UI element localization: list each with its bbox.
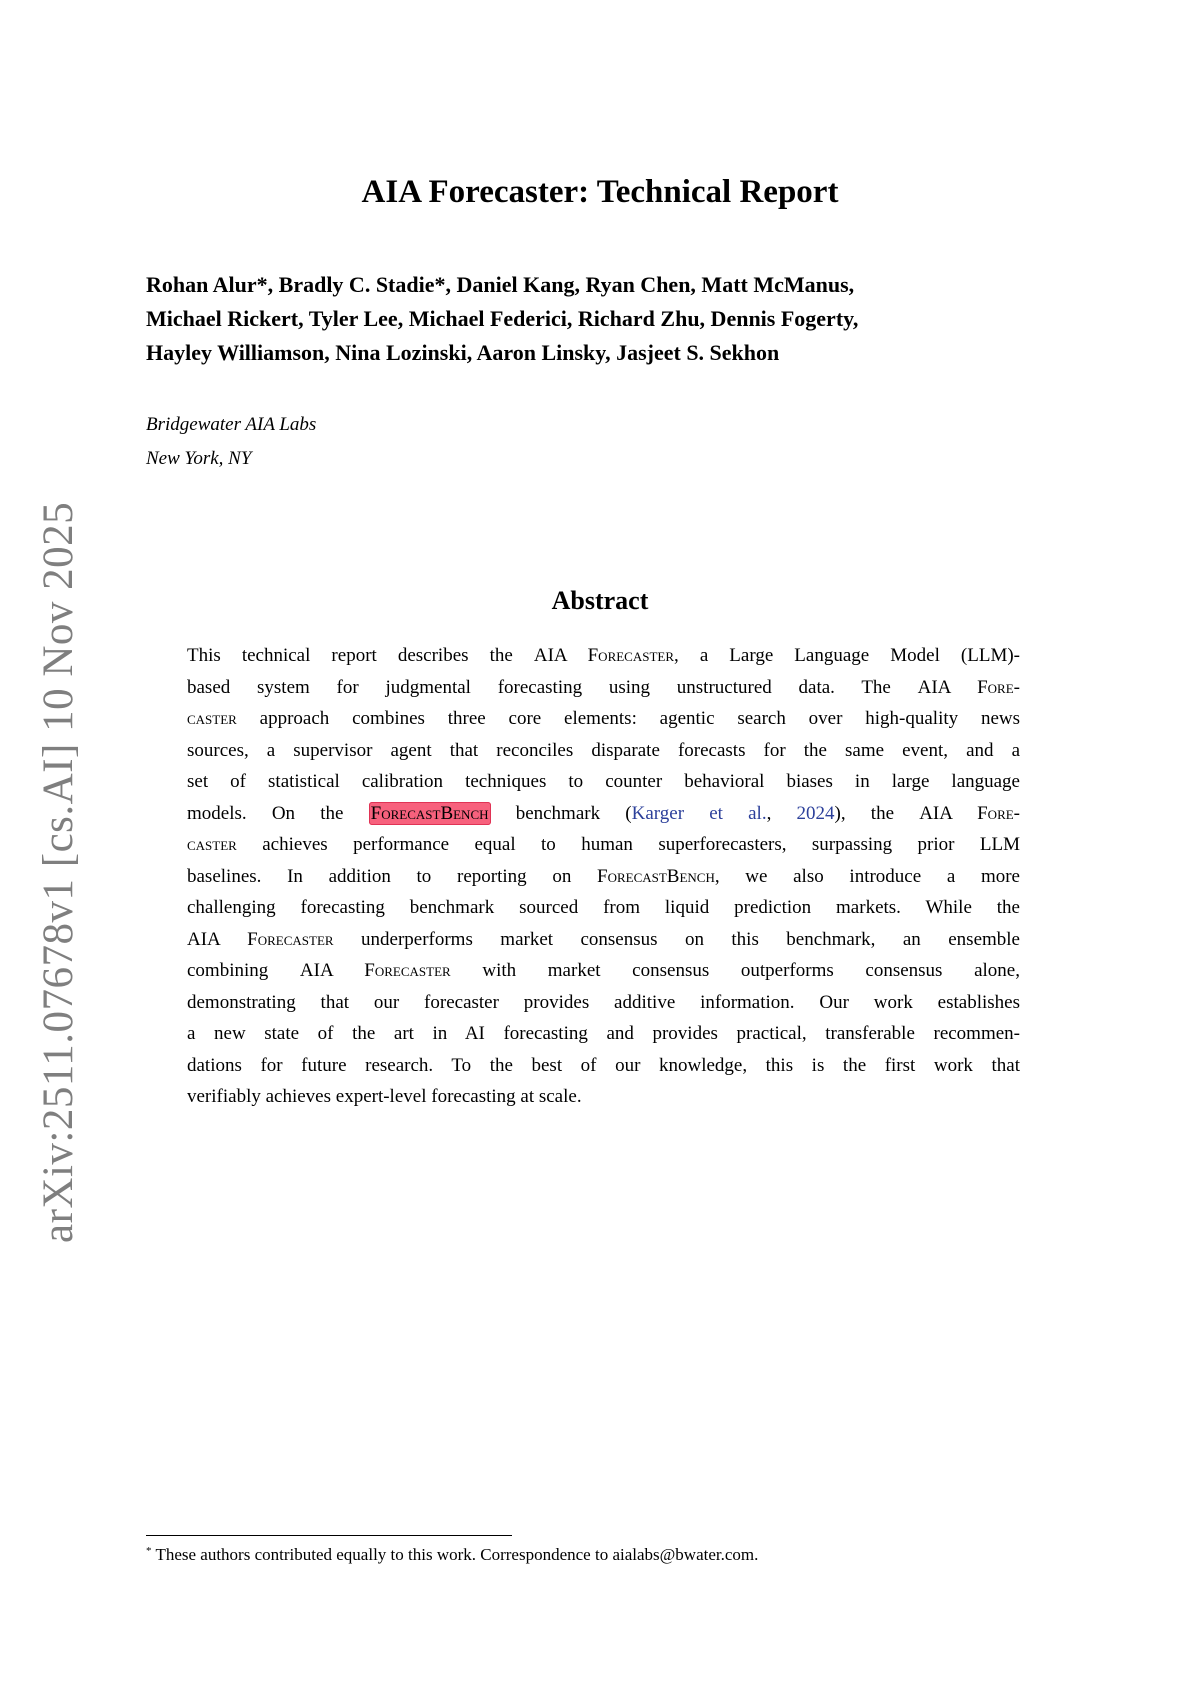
paper-title: AIA Forecaster: Technical Report [361, 174, 839, 210]
citation-link[interactable]: Karger et al. [631, 802, 767, 824]
abstract-line: verifiably achieves expert-level forecasting at scale. [187, 1086, 582, 1107]
benchmark-name: ForecastBench [597, 865, 715, 887]
abstract-line: combining AIA Forecaster with market consensus outperforms consensus alone, [187, 960, 1020, 981]
abstract-line: a new state of the art in AI forecasting and provides practical, transferable recommen- [187, 1023, 1020, 1044]
footnote [146, 1545, 758, 1565]
abstract-line: AIA Forecaster underperforms market consensus on this benchmark, an ensemble [187, 928, 1020, 950]
author-line: Rohan Alur*, Bradly C. Stadie*, Daniel Kang, Ryan Chen, Matt McManus, [146, 272, 855, 297]
footnote-marker: * [146, 1545, 152, 1557]
abstract-body [187, 640, 1020, 1113]
citation-year-link[interactable]: 2024 [796, 802, 835, 824]
system-name: AIA Fore- [917, 676, 1020, 698]
abstract-line: sources, a supervisor agent that reconciles disparate forecasts for the same event, and a [187, 739, 1020, 761]
author-line: Michael Rickert, Tyler Lee, Michael Federici, Richard Zhu, Dennis Fogerty, [146, 306, 859, 331]
footnote-text: These authors contributed equally to this work. Correspondence to aialabs@bwater.com. [151, 1545, 759, 1564]
affiliation [146, 408, 316, 476]
arxiv-identifier[interactable]: arXiv:2511.07678v1 [cs.AI] 10 Nov 2025 [35, 501, 82, 1243]
system-name: caster [187, 834, 237, 855]
system-name: AIA Forecaster [187, 928, 334, 950]
affiliation-location: New York, NY [146, 448, 252, 469]
abstract-line: based system for judgmental forecasting using unstructured data. The AIA Fore- [187, 676, 1020, 698]
abstract-line: baselines. In addition to reporting on ForecastBench, we also introduce a more [187, 865, 1020, 887]
abstract-line: demonstrating that our forecaster provides additive information. Our work establishes [187, 991, 1020, 1013]
author-list [146, 268, 1076, 370]
system-name: AIA Forecaster [299, 960, 451, 981]
abstract-line: challenging forecasting benchmark sourced from liquid prediction markets. While the [187, 897, 1020, 918]
abstract-line: caster approach combines three core elements: agentic search over high-quality news [187, 708, 1020, 729]
system-name: AIA Forecaster [533, 645, 675, 666]
abstract-line: dations for future research. To the best of our knowledge, this is the first work that [187, 1054, 1020, 1076]
footnote-divider [146, 1535, 512, 1536]
affiliation-org: Bridgewater AIA Labs [146, 414, 317, 435]
abstract-line: set of statistical calibration techniques to counter behavioral biases in large language [187, 771, 1020, 792]
abstract-line: models. On the ForecastBench benchmark (Karger et al., 2024), the AIA Fore- [187, 802, 1021, 824]
author-line: Hayley Williamson, Nina Lozinski, Aaron Linsky, Jasjeet S. Sekhon [146, 340, 780, 365]
system-name: caster [187, 708, 237, 729]
abstract-line: caster achieves performance equal to human superforecasters, surpassing prior LLM [187, 834, 1020, 855]
abstract-line: This technical report describes the AIA Forecaster, a Large Language Model (LLM)- [187, 645, 1020, 666]
abstract-heading: Abstract [551, 586, 649, 615]
system-name: AIA Fore- [919, 802, 1021, 824]
forecastbench-link[interactable]: ForecastBench [370, 802, 489, 824]
